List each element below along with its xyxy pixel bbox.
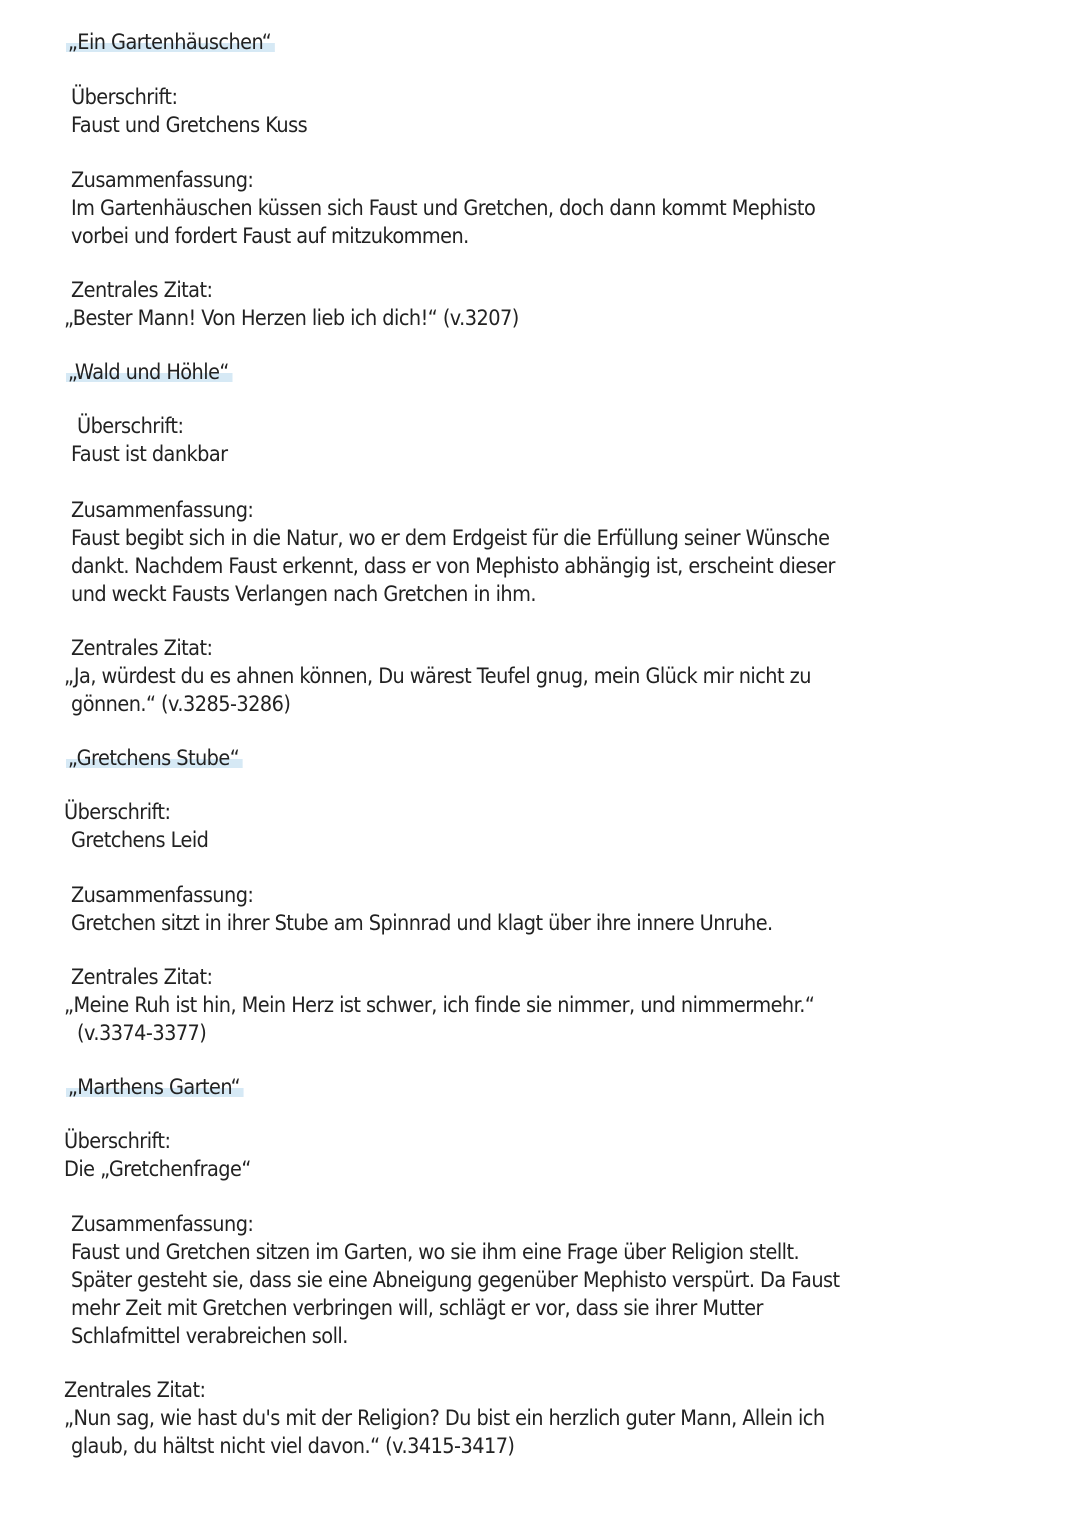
heading-label: Überschrift:	[77, 414, 184, 438]
summary-line: dankt. Nachdem Faust erkennt, dass er von Mephisto abhängig ist, erscheint dieser	[71, 554, 835, 578]
heading-text: Faust und Gretchens Kuss	[71, 113, 308, 137]
heading-label: Überschrift:	[64, 1129, 171, 1153]
quote-line: (v.3374-3377)	[77, 1021, 207, 1045]
quote-line: „Bester Mann! Von Herzen lieb ich dich!“ (v.3207)	[64, 306, 519, 330]
quote-line: „Ja, würdest du es ahnen können, Du wärest Teufel gnug, mein Glück mir nicht zu	[64, 664, 811, 688]
heading-text: Die „Gretchenfrage“	[64, 1157, 251, 1181]
summary-line: Später gesteht sie, dass sie eine Abneigung gegenüber Mephisto verspürt. Da Faust	[71, 1268, 840, 1292]
heading-label: Überschrift:	[64, 800, 171, 824]
heading-label: Überschrift:	[71, 85, 178, 109]
quote-label: Zentrales Zitat:	[71, 965, 213, 989]
scene-title: „Gretchens Stube“	[66, 744, 243, 772]
scene-title: „Marthens Garten“	[66, 1073, 244, 1101]
summary-line: Schlafmittel verabreichen soll.	[71, 1324, 348, 1348]
heading-text: Faust ist dankbar	[71, 442, 228, 466]
summary-line: und weckt Fausts Verlangen nach Gretchen in ihm.	[71, 582, 536, 606]
summary-label: Zusammenfassung:	[71, 1212, 254, 1236]
summary-label: Zusammenfassung:	[71, 883, 254, 907]
heading-text: Gretchens Leid	[71, 828, 209, 852]
summary-line: mehr Zeit mit Gretchen verbringen will, schlägt er vor, dass sie ihrer Mutter	[71, 1296, 763, 1320]
quote-label: Zentrales Zitat:	[64, 1378, 206, 1402]
quote-line: „Nun sag, wie hast du's mit der Religion? Du bist ein herzlich guter Mann, Allein ich	[64, 1406, 825, 1430]
summary-line: vorbei und fordert Faust auf mitzukommen.	[71, 224, 469, 248]
scene-title: „Wald und Höhle“	[66, 358, 233, 386]
quote-label: Zentrales Zitat:	[71, 636, 213, 660]
summary-label: Zusammenfassung:	[71, 498, 254, 522]
quote-line: gönnen.“ (v.3285-3286)	[71, 692, 291, 716]
summary-line: Faust begibt sich in die Natur, wo er dem Erdgeist für die Erfüllung seiner Wünsche	[71, 526, 830, 550]
quote-line: „Meine Ruh ist hin, Mein Herz ist schwer, ich finde sie nimmer, und nimmermehr.“	[64, 993, 815, 1017]
summary-line: Im Gartenhäuschen küssen sich Faust und Gretchen, doch dann kommt Mephisto	[71, 196, 816, 220]
summary-line: Gretchen sitzt in ihrer Stube am Spinnrad und klagt über ihre innere Unruhe.	[71, 911, 773, 935]
quote-line: glaub, du hältst nicht viel davon.“ (v.3415-3417)	[71, 1434, 515, 1458]
quote-label: Zentrales Zitat:	[71, 278, 213, 302]
summary-line: Faust und Gretchen sitzen im Garten, wo sie ihm eine Frage über Religion stellt.	[71, 1240, 800, 1264]
summary-label: Zusammenfassung:	[71, 168, 254, 192]
scene-title: „Ein Gartenhäuschen“	[66, 28, 275, 56]
